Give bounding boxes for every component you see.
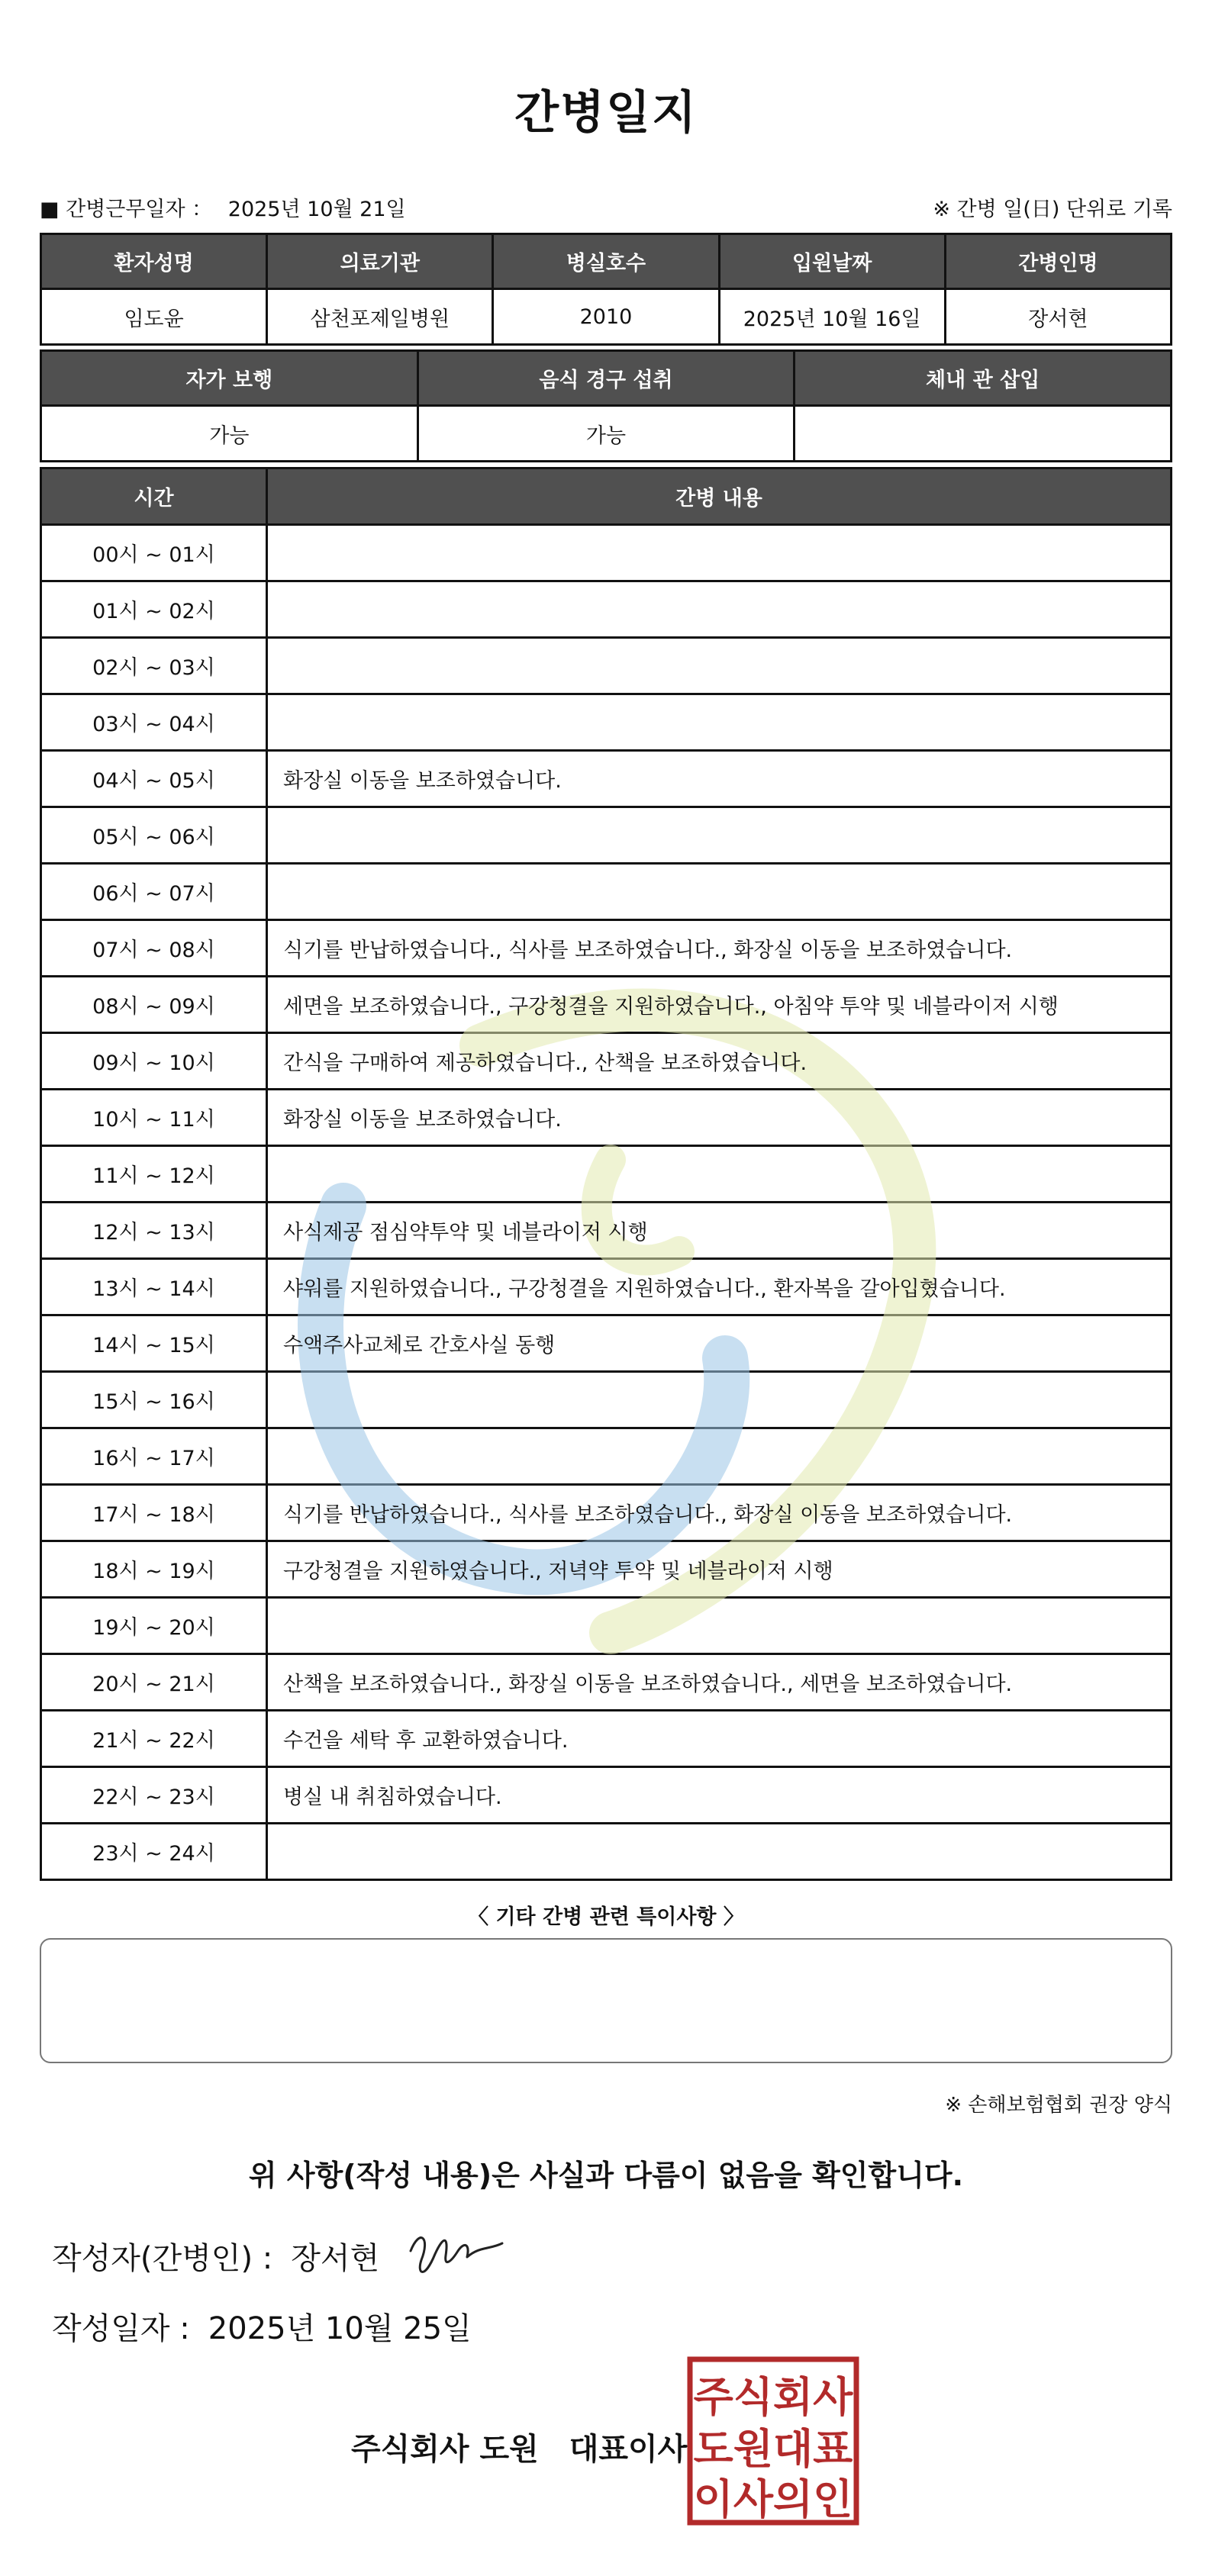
care-note: 화장실 이동을 보조하였습니다.	[267, 1090, 1172, 1146]
patient-info-header-row	[41, 234, 1172, 289]
care-note	[267, 694, 1172, 751]
care-note: 식기를 반납하였습니다., 식사를 보조하였습니다., 화장실 이동을 보조하였습니다.	[267, 920, 1172, 977]
writer-label: 작성자(간병인) :	[52, 2241, 273, 2276]
record-unit-note: ※ 간병 일(日) 단위로 기록	[933, 198, 1172, 221]
care-note	[267, 1428, 1172, 1485]
time-slot: 04시 ~ 05시	[41, 751, 267, 807]
room-number: 2010	[493, 289, 719, 345]
care-log-row	[41, 1259, 1172, 1315]
time-slot: 09시 ~ 10시	[41, 1033, 267, 1090]
time-slot: 21시 ~ 22시	[41, 1711, 267, 1767]
work-date-label: ■ 간병근무일자 ：	[40, 198, 213, 221]
header-caregiver-name: 간병인명	[945, 234, 1171, 289]
care-note: 화장실 이동을 보조하였습니다.	[267, 751, 1172, 807]
time-slot: 03시 ~ 04시	[41, 694, 267, 751]
header-time: 시간	[41, 469, 267, 525]
writer-line	[52, 2234, 379, 2278]
confirmation-statement: 위 사항(작성 내용)은 사실과 다름이 없음을 확인합니다.	[248, 2159, 964, 2192]
patient-ability-table	[40, 349, 1172, 462]
time-slot: 08시 ~ 09시	[41, 977, 267, 1033]
time-slot: 01시 ~ 02시	[41, 581, 267, 638]
time-slot: 05시 ~ 06시	[41, 807, 267, 864]
care-log-row	[41, 1485, 1172, 1541]
seal-line-2: 도원대표	[693, 2425, 853, 2473]
time-slot: 18시 ~ 19시	[41, 1541, 267, 1598]
care-log-row	[41, 581, 1172, 638]
written-date-value: 2025년 10월 25일	[208, 2311, 472, 2346]
time-slot: 02시 ~ 03시	[41, 638, 267, 694]
care-note: 수액주사교체로 간호사실 동행	[267, 1315, 1172, 1372]
header-oral-intake: 음식 경구 섭취	[417, 351, 795, 406]
work-date-line	[40, 192, 406, 222]
care-note	[267, 1824, 1172, 1880]
care-log-row	[41, 1767, 1172, 1824]
care-log-row	[41, 920, 1172, 977]
time-slot: 22시 ~ 23시	[41, 1767, 267, 1824]
hospital-name: 삼천포제일병원	[267, 289, 493, 345]
patient-info-table	[40, 233, 1172, 346]
care-note	[267, 807, 1172, 864]
care-log-row	[41, 1315, 1172, 1372]
time-slot: 16시 ~ 17시	[41, 1428, 267, 1485]
care-log-body	[41, 525, 1172, 1880]
care-log-row	[41, 1598, 1172, 1654]
writer-name: 장서현	[291, 2241, 380, 2276]
time-slot: 10시 ~ 11시	[41, 1090, 267, 1146]
time-slot: 06시 ~ 07시	[41, 864, 267, 920]
care-note	[267, 1598, 1172, 1654]
care-note: 식기를 반납하였습니다., 식사를 보조하였습니다., 화장실 이동을 보조하였습니다.	[267, 1485, 1172, 1541]
header-admission-date: 입원날짜	[719, 234, 945, 289]
seal-line-1: 주식회사	[693, 2373, 853, 2421]
care-log-header-row	[41, 469, 1172, 525]
time-slot: 23시 ~ 24시	[41, 1824, 267, 1880]
care-note	[267, 864, 1172, 920]
care-log-row	[41, 1711, 1172, 1767]
special-notes-title: 〈 기타 간병 관련 특이사항 〉	[468, 1905, 744, 1929]
care-log-row	[41, 751, 1172, 807]
care-log-row	[41, 1203, 1172, 1259]
time-slot: 13시 ~ 14시	[41, 1259, 267, 1315]
care-log-row	[41, 1428, 1172, 1485]
care-log-row	[41, 1372, 1172, 1428]
written-date-label: 작성일자 :	[52, 2311, 190, 2346]
header-patient-name: 환자성명	[41, 234, 267, 289]
header-self-walking: 자가 보행	[41, 351, 418, 406]
written-date-line	[52, 2304, 472, 2348]
care-log-row	[41, 977, 1172, 1033]
ability-value-row	[41, 406, 1172, 462]
patient-info-value-row	[41, 289, 1172, 345]
admission-date: 2025년 10월 16일	[719, 289, 945, 345]
oral-intake-value: 가능	[417, 406, 795, 462]
care-log-row	[41, 1033, 1172, 1090]
header-hospital: 의료기관	[267, 234, 493, 289]
time-slot: 15시 ~ 16시	[41, 1372, 267, 1428]
care-note: 세면을 보조하였습니다., 구강청결을 지원하였습니다., 아침약 투약 및 네블라이저 시행	[267, 977, 1172, 1033]
care-log-row	[41, 694, 1172, 751]
care-log-row	[41, 638, 1172, 694]
care-log-row	[41, 864, 1172, 920]
care-note	[267, 1372, 1172, 1428]
header-room-number: 병실호수	[493, 234, 719, 289]
seal-line-3: 이사의인	[693, 2475, 853, 2523]
care-log-row	[41, 1824, 1172, 1880]
care-note: 산책을 보조하였습니다., 화장실 이동을 보조하였습니다., 세면을 보조하였습니다.	[267, 1654, 1172, 1711]
care-note	[267, 525, 1172, 581]
time-slot: 14시 ~ 15시	[41, 1315, 267, 1372]
time-slot: 19시 ~ 20시	[41, 1598, 267, 1654]
header-care-content: 간병 내용	[267, 469, 1172, 525]
care-log-row	[41, 1541, 1172, 1598]
signature-image	[405, 2220, 508, 2285]
work-date-value: 2025년 10월 21일	[227, 198, 406, 221]
care-note	[267, 1146, 1172, 1203]
special-notes-box	[40, 1938, 1172, 2063]
time-slot: 00시 ~ 01시	[41, 525, 267, 581]
care-note: 샤워를 지원하였습니다., 구강청결을 지원하였습니다., 환자복을 갈아입혔습니다.	[267, 1259, 1172, 1315]
care-note: 간식을 구매하여 제공하였습니다., 산책을 보조하였습니다.	[267, 1033, 1172, 1090]
care-log-table	[40, 467, 1172, 1881]
document-title: 간병일지	[514, 86, 698, 140]
care-note	[267, 638, 1172, 694]
care-note: 사식제공 점심약투약 및 네블라이저 시행	[267, 1203, 1172, 1259]
care-log-row	[41, 1146, 1172, 1203]
header-tube-insertion: 체내 관 삽입	[795, 351, 1172, 406]
care-note: 구강청결을 지원하였습니다., 저녁약 투약 및 네블라이저 시행	[267, 1541, 1172, 1598]
patient-name: 임도윤	[41, 289, 267, 345]
tube-insertion-value	[795, 406, 1172, 462]
time-slot: 12시 ~ 13시	[41, 1203, 267, 1259]
company-representative: 대표이사	[569, 2432, 688, 2467]
care-log-row	[41, 807, 1172, 864]
care-log-row	[41, 1654, 1172, 1711]
time-slot: 11시 ~ 12시	[41, 1146, 267, 1203]
caregiver-name: 장서현	[945, 289, 1171, 345]
time-slot: 20시 ~ 21시	[41, 1654, 267, 1711]
ability-header-row	[41, 351, 1172, 406]
care-note	[267, 581, 1172, 638]
time-slot: 07시 ~ 08시	[41, 920, 267, 977]
company-seal	[687, 2356, 859, 2526]
company-name: 주식회사 도원	[351, 2432, 539, 2467]
form-recommendation-note: ※ 손해보험협회 권장 양식	[945, 2094, 1172, 2117]
care-note: 병실 내 취침하였습니다.	[267, 1767, 1172, 1824]
care-log-row	[41, 1090, 1172, 1146]
time-slot: 17시 ~ 18시	[41, 1485, 267, 1541]
care-note: 수건을 세탁 후 교환하였습니다.	[267, 1711, 1172, 1767]
care-log-row	[41, 525, 1172, 581]
self-walking-value: 가능	[41, 406, 418, 462]
company-line	[351, 2425, 687, 2468]
